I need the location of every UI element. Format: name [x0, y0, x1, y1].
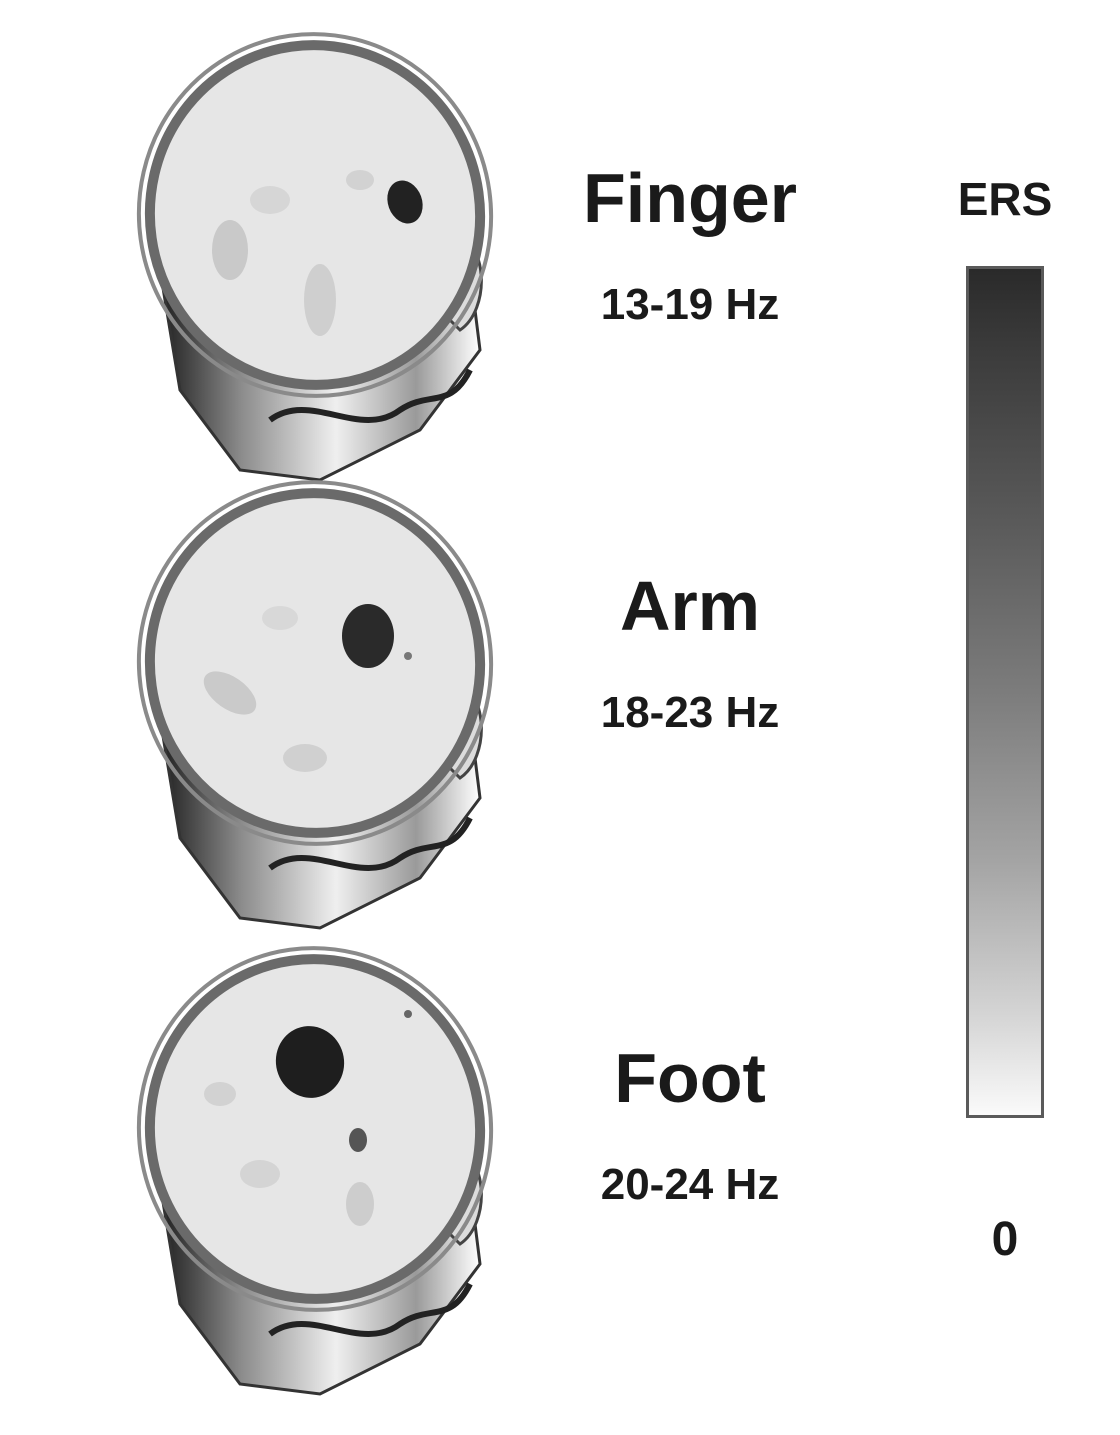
label-block-foot: [520, 1038, 860, 1210]
activation-spot-small: [349, 1128, 367, 1152]
faint-patch: [204, 1082, 236, 1106]
color-scale-bar: [966, 266, 1044, 1118]
scale-min-label: 0: [991, 1213, 1019, 1266]
faint-patch: [240, 1160, 280, 1188]
panel-foot: [0, 944, 880, 1404]
body-part-label: Foot: [614, 1039, 766, 1117]
faint-patch: [250, 186, 290, 214]
faint-patch: [346, 170, 374, 190]
head-map-arm: [120, 478, 500, 938]
faint-patch: [212, 220, 248, 280]
activation-trail: [404, 1010, 412, 1018]
faint-patch: [262, 606, 298, 630]
faint-patch: [304, 264, 336, 336]
frequency-label: 13-19 Hz: [600, 280, 780, 329]
activation-trail: [404, 652, 412, 660]
activation-spot: [342, 604, 394, 668]
body-part-label: Finger: [583, 159, 797, 237]
body-part-label: Arm: [619, 567, 761, 645]
panel-arm: [0, 478, 880, 938]
frequency-label: 20-24 Hz: [600, 1160, 780, 1209]
faint-patch: [346, 1182, 374, 1226]
label-block-finger: [520, 158, 860, 330]
label-block-arm: [520, 566, 860, 738]
frequency-label: 18-23 Hz: [600, 688, 780, 737]
faint-patch: [283, 744, 327, 772]
scale-title: ERS: [957, 173, 1053, 225]
panel-finger: [0, 30, 880, 490]
head-map-foot: [120, 944, 500, 1404]
head-map-finger: [120, 30, 500, 490]
